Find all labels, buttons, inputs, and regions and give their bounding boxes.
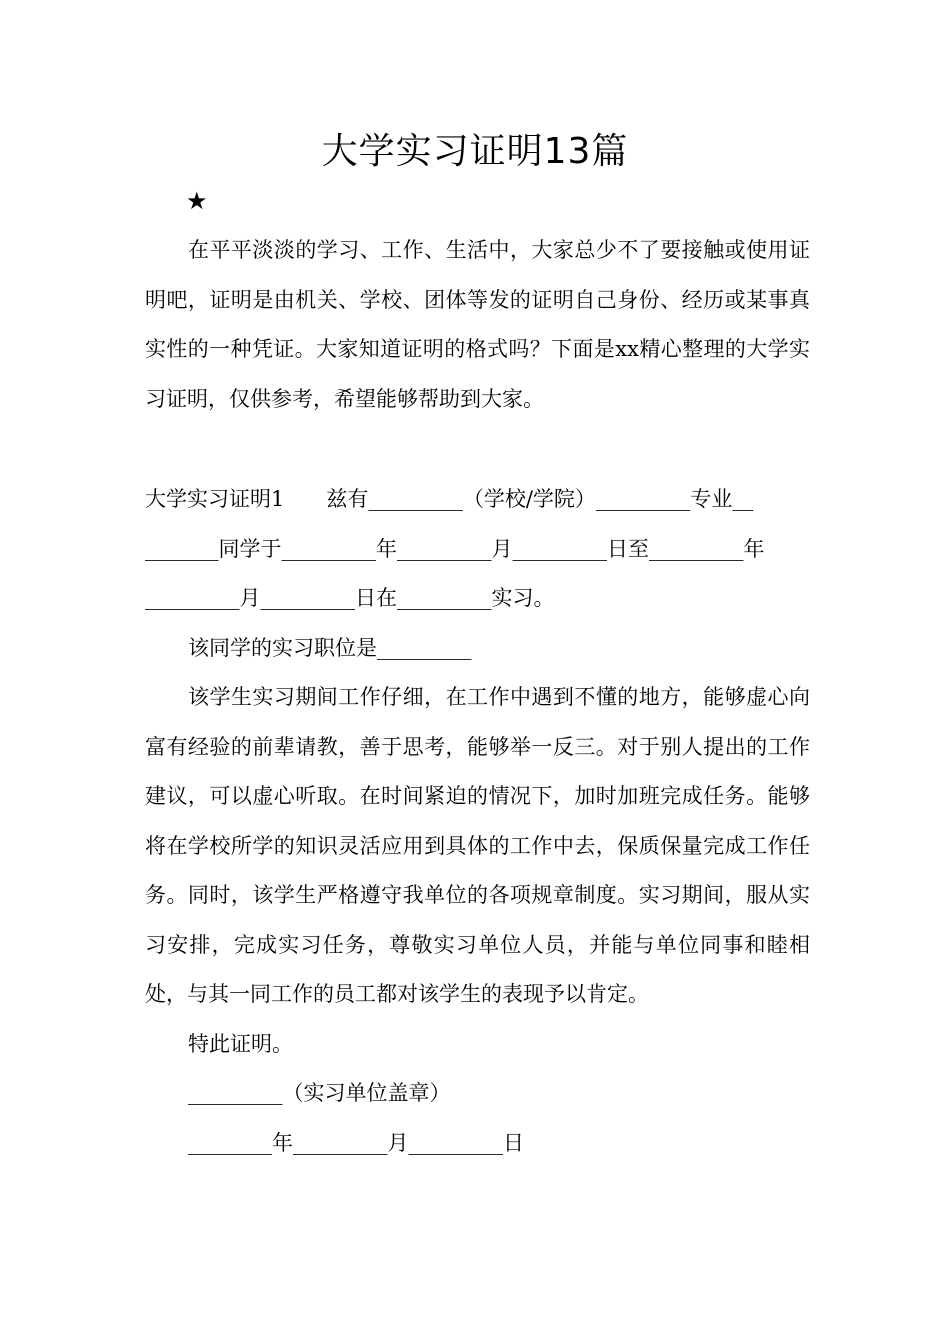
certificate-dates-line: _______同学于_________年_________月_________日至_________年 bbox=[145, 536, 765, 561]
star-icon: ★ bbox=[186, 187, 208, 215]
evaluation-paragraph: 该学生实习期间工作仔细，在工作中遇到不懂的地方，能够虚心向富有经验的前辈请教，善于思考，能够举一反三。对于别人提出的工作建议，可以虚心听取。在时间紧迫的情况下，加时加班完成任务。能够将在学校所学的知识灵活应用到具体的工作中去，保质保量完成工作任务。同时，该学生严格遵守我单位的各项规章制度。实习期间，服从实习安排，完成实习任务，尊敬实习单位人员，并能与单位同事和睦相处，与其一同工作的员工都对该学生的表现予以肯定。 bbox=[145, 685, 810, 1006]
certificate-1 bbox=[145, 475, 810, 1168]
closing-statement: 特此证明。 bbox=[188, 1031, 293, 1056]
certificate-heading-line: 大学实习证明1 兹有_________（学校/学院）_________专业__ bbox=[145, 487, 754, 511]
internship-position: 该同学的实习职位是_________ bbox=[188, 635, 472, 660]
intro-paragraph: 在平平淡淡的学习、工作、生活中，大家总少不了要接触或使用证明吧，证明是由机关、学校、团体等发的证明自己身份、经历或某事真实性的一种凭证。大家知道证明的格式吗？下面是xx精心整理的大学实习证明，仅供参考，希望能够帮助到大家。 bbox=[145, 238, 810, 411]
intro-paragraph-block bbox=[145, 226, 810, 424]
date-line: ________年_________月_________日 bbox=[188, 1130, 524, 1155]
stamp-line: _________（实习单位盖章） bbox=[188, 1081, 451, 1105]
certificate-location-line: _________月_________日在_________实习。 bbox=[145, 586, 555, 610]
document-title: 大学实习证明13篇 bbox=[321, 131, 629, 172]
